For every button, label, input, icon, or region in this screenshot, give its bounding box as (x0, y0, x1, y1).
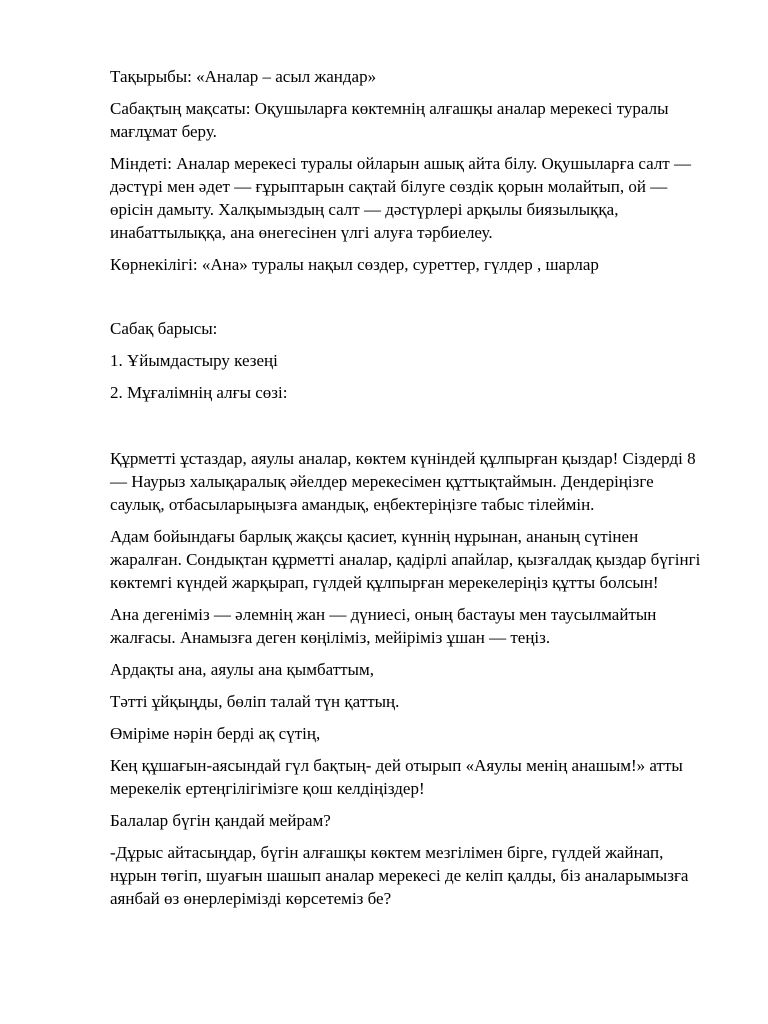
poem-line: Өміріме нәрін берді ақ сүтің, (110, 724, 321, 743)
goal-paragraph: Сабақтың мақсаты: Оқушыларға көктемнің алғашқы аналар мерекесі туралы мағлұмат беру. (110, 99, 669, 141)
step-1: 1. Ұйымдастыру кезеңі (110, 351, 278, 370)
body-paragraph: -Дұрыс айтасыңдар, бүгін алғашқы көктем мезгілімен бірге, гүлдей жайнап, нұрын төгіп, шуағын шашып аналар мерекесі де келіп қалды, біз аналарымызға аянбай өз өнерлерімізді көрсетеміз бе? (110, 843, 689, 908)
tasks-paragraph: Міндеті: Аналар мерекесі туралы ойларын ашық айта білу. Оқушыларға салт — дәстүрі мен әдет — ғұрыптарын сақтай білуге сөздік қорын молайтып, ой — өрісін дамыту. Халқымыздың салт — дәстүрлері арқылы биязылыққа, инабаттылыққа, ана өнегесінен үлгі алуға тәрбиелеу. (110, 154, 691, 242)
visuals-line: Көрнекілігі: «Ана» туралы нақыл сөздер, суреттер, гүлдер , шарлар (110, 255, 599, 274)
question-line: Балалар бүгін қандай мейрам? (110, 811, 331, 830)
document-page (110, 65, 710, 919)
poem-line: Ардақты ана, аяулы ана қымбаттым, (110, 660, 374, 679)
lesson-progress-heading: Сабақ барысы: (110, 319, 218, 338)
topic-line: Тақырыбы: «Аналар – асыл жандар» (110, 67, 377, 86)
spacer (110, 285, 710, 317)
body-paragraph: Ана дегеніміз — әлемнің жан — дүниесі, оның бастауы мен таусылмайтын жалғасы. Анамызға деген көңіліміз, мейіріміз ұшан — теңіз. (110, 605, 657, 647)
body-paragraph: Адам бойындағы барлық жақсы қасиет, күннің нұрынан, ананың сүтінен жаралған. Сондықтан құрметті аналар, қадірлі апайлар, қызғалдақ қыздар бүгінгі көктемгі күндей жарқырап, гүлдей құлпырған мерекелеріңіз құтты болсын! (110, 527, 701, 592)
greeting-paragraph: Құрметті ұстаздар, аяулы аналар, көктем күніндей құлпырған қыздар! Сіздерді 8 — Наурыз халықаралық әйелдер мерекесімен құттықтаймын. Дендеріңізге саулық, отбасыларыңызға амандық, еңбектеріңізге табыс тілеймін. (110, 449, 696, 514)
spacer (110, 413, 710, 447)
poem-line: Тәтті ұйқыңды, бөліп талай түн қаттың. (110, 692, 400, 711)
body-paragraph: Кең құшағын-аясындай гүл бақтың- дей отырып «Аяулы менің анашым!» атты мерекелік ертеңгілігімізге қош келдіңіздер! (110, 756, 683, 798)
step-2: 2. Мұғалімнің алғы сөзі: (110, 383, 288, 402)
